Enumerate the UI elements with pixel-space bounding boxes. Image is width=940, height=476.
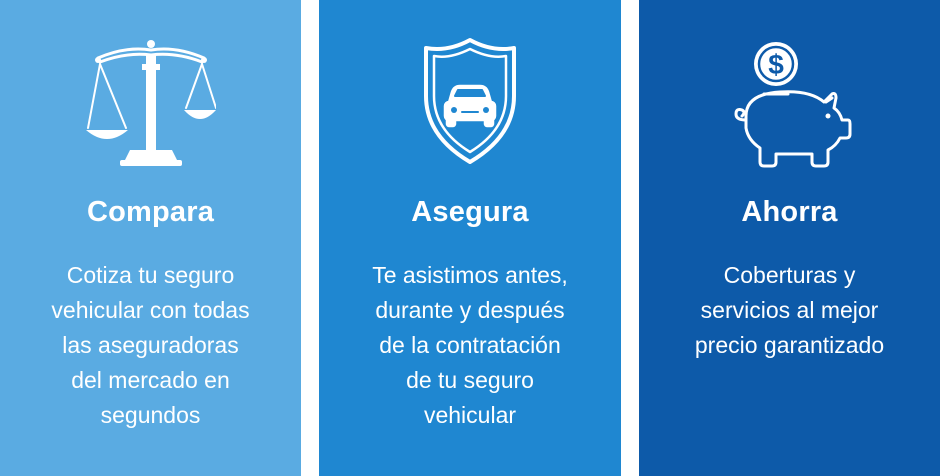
card-description-line: precio garantizado xyxy=(694,332,885,358)
card-description-line: Cotiza tu seguro xyxy=(66,262,235,288)
dollar-sign-glyph: $ xyxy=(767,49,784,80)
card-description-line: de tu seguro xyxy=(406,367,534,393)
feature-card-asegura xyxy=(319,0,621,476)
card-description-line: del mercado en xyxy=(71,367,230,393)
feature-card-ahorra xyxy=(639,0,940,476)
card-description-line: Coberturas y xyxy=(723,262,856,288)
card-description-line: durante y después xyxy=(375,297,565,323)
balance-scale-icon xyxy=(0,36,301,176)
card-description-line: servicios al mejor xyxy=(700,297,879,323)
card-description-line: de la contratación xyxy=(379,332,561,358)
feature-card-compara xyxy=(0,0,301,476)
card-title: Ahorra xyxy=(741,196,838,228)
card-description xyxy=(659,258,920,363)
card-description-line: vehicular con todas xyxy=(51,297,250,323)
card-description xyxy=(20,258,281,433)
card-title: Compara xyxy=(86,196,215,228)
card-description-line: segundos xyxy=(100,402,201,428)
card-description xyxy=(339,258,601,433)
piggy-bank-dollar-icon xyxy=(639,36,940,176)
shield-car-icon xyxy=(319,36,621,176)
card-title: Asegura xyxy=(411,196,529,228)
card-description-line: las aseguradoras xyxy=(62,332,239,358)
card-description-line: vehicular xyxy=(423,402,517,428)
card-description-line: Te asistimos antes, xyxy=(372,262,568,288)
